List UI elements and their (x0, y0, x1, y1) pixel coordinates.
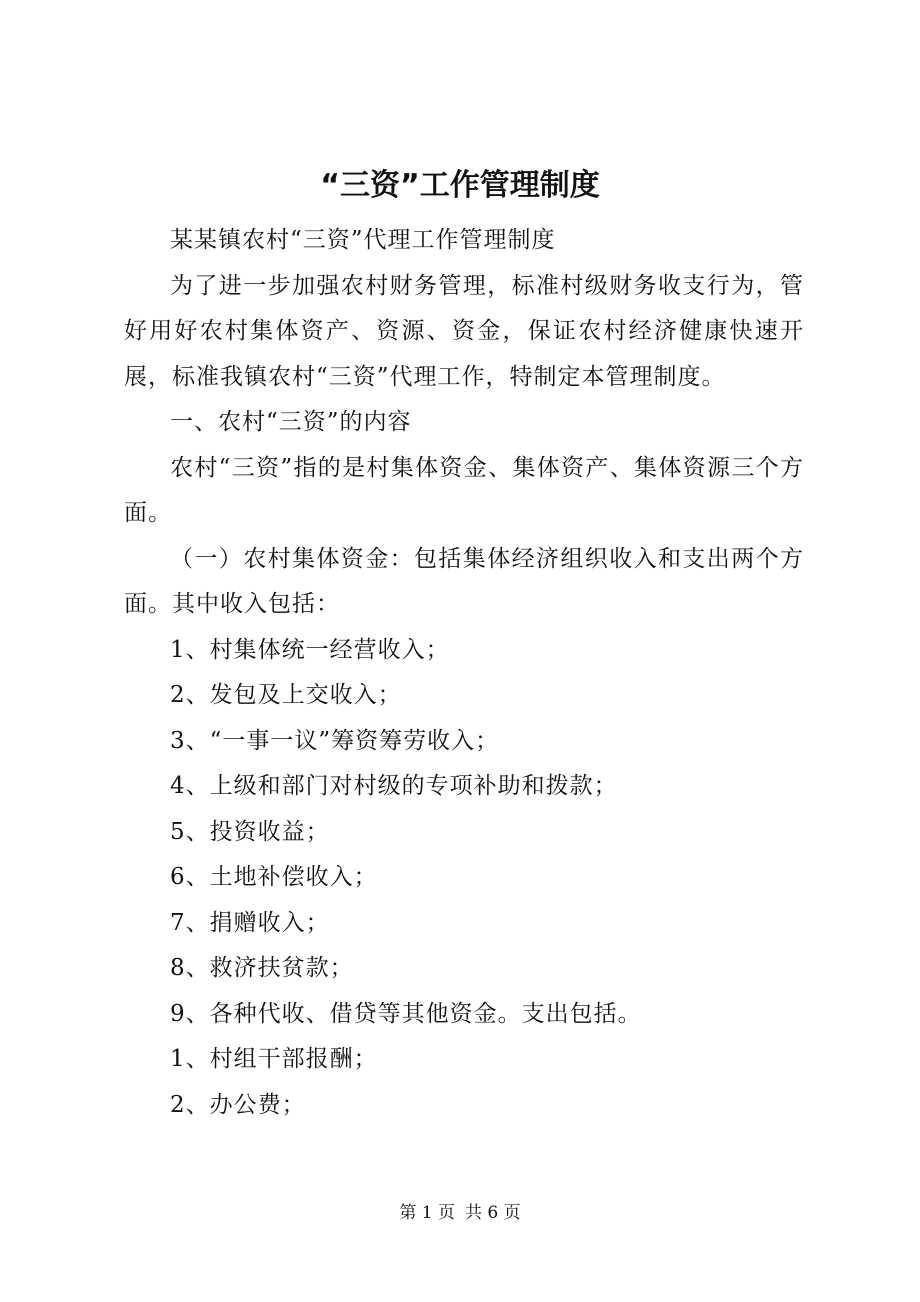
list-item: 4、上级和部门对村级的专项补助和拨款； (170, 773, 618, 799)
list-item: 9、各种代收、借贷等其他资金。支出包括。 (170, 1000, 642, 1027)
list-item: 6、土地补偿收入； (170, 864, 378, 890)
section-heading: 一、农村“三资”的内容 (170, 409, 412, 435)
paragraph-intro: 为了进一步加强农村财务管理，标准村级财务收支行为，管好用好农村集体资产、资源、资金，保证农村经济健康快速开展，标准我镇农村“三资”代理工作，特制定本管理制度。 (124, 272, 804, 390)
list-item: 5、投资收益； (170, 818, 330, 845)
subsection-heading: （一）农村集体资金：包括集体经济组织收入和支出两个方面。其中收入包括： (124, 545, 804, 617)
paragraph-definition: 农村“三资”指的是村集体资金、集体资产、集体资源三个方面。 (124, 454, 804, 526)
list-item: 1、村集体统一经营收入； (170, 636, 450, 663)
paragraph-subtitle: 某某镇农村“三资”代理工作管理制度 (170, 227, 556, 253)
page-footer (0, 1200, 920, 1226)
document-body (124, 218, 804, 1128)
document-title: “三资”工作管理制度 (320, 168, 600, 203)
page-total: 共 6 页 (465, 1203, 521, 1223)
list-item: 2、办公费； (170, 1091, 306, 1118)
list-item: 3、“一事一议”筹资筹劳收入； (170, 727, 500, 754)
list-item: 8、救济扶贫款； (170, 955, 354, 981)
list-item: 7、捐赠收入； (170, 909, 330, 936)
list-item: 2、发包及上交收入； (170, 682, 402, 708)
page-number: 第 1 页 (399, 1203, 455, 1223)
list-item: 1、村组干部报酬； (170, 1046, 378, 1072)
